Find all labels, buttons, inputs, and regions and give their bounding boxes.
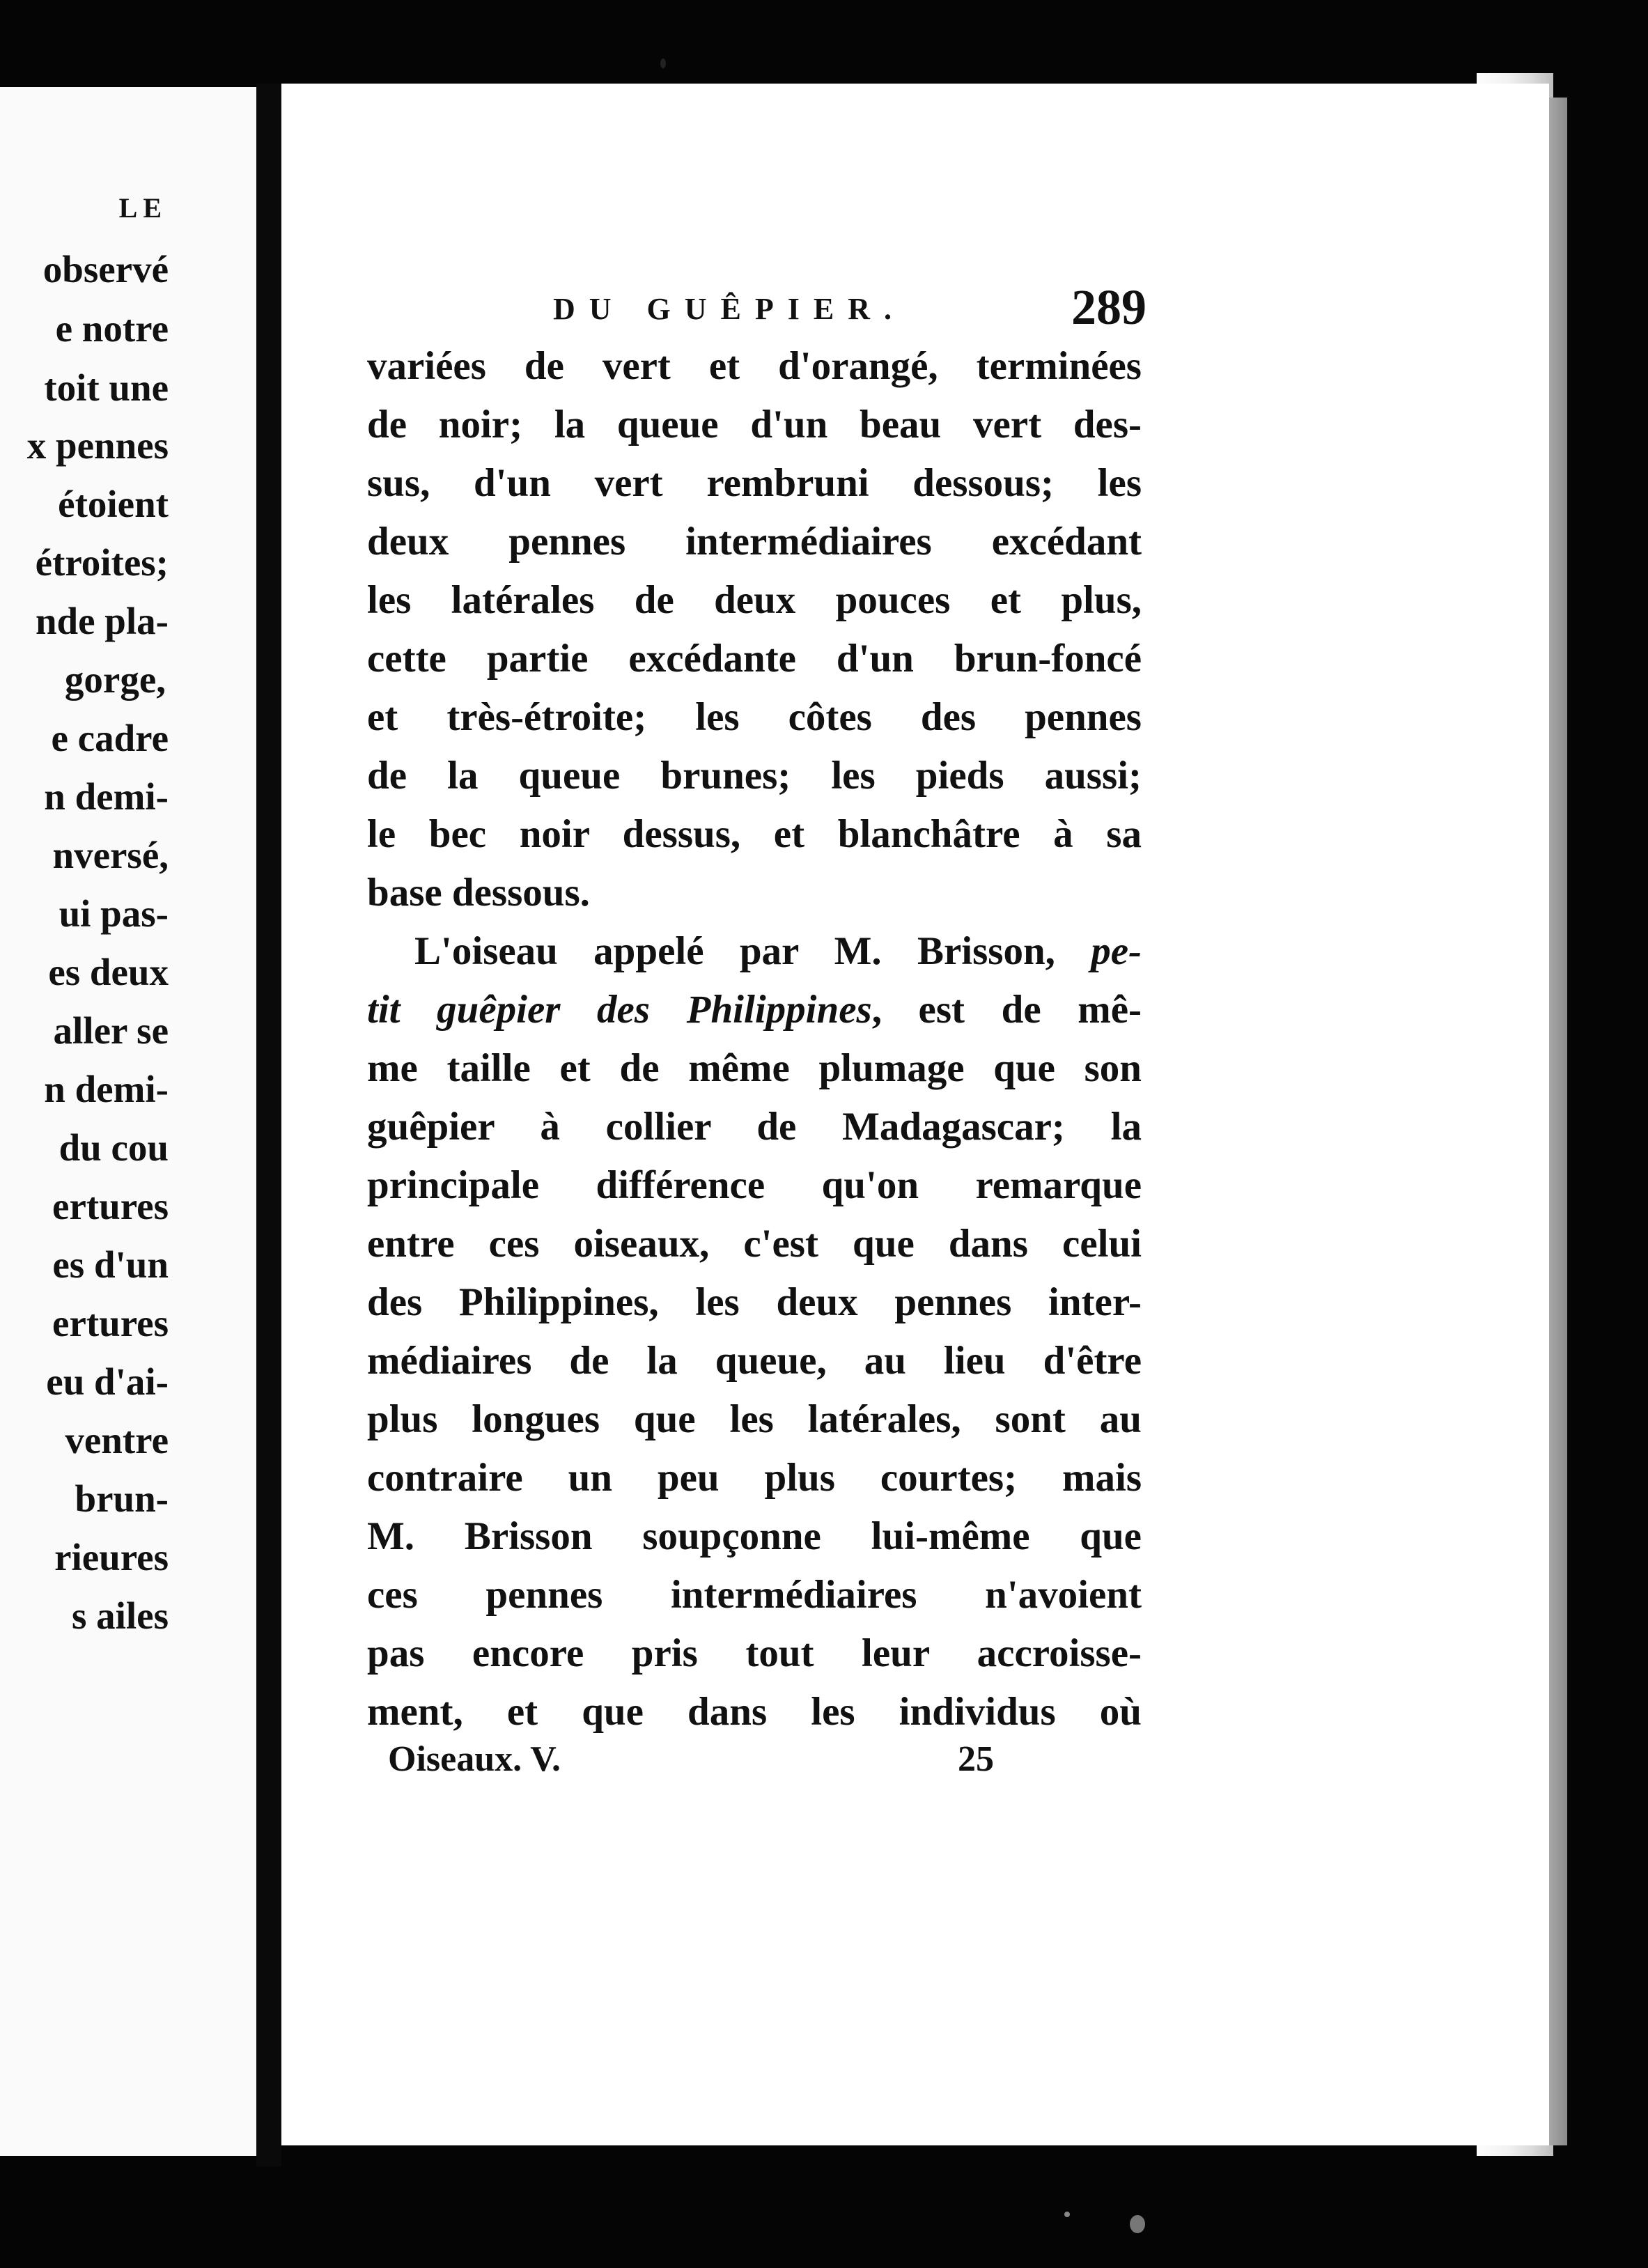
left-page-line: du cou	[59, 1126, 169, 1169]
left-page-line: es deux	[48, 951, 169, 993]
left-page-line: toit une	[44, 366, 169, 409]
text-run: médiaires de la queue, au lieu d'être	[367, 1339, 1142, 1383]
text-run: plus longues que les latérales, sont au	[367, 1397, 1142, 1441]
left-page-line: n demi-	[44, 1068, 169, 1110]
left-page-line: s ailes	[71, 1594, 169, 1637]
body-line	[367, 1215, 1142, 1273]
text-run: deux pennes intermédiaires excédant	[367, 520, 1142, 564]
left-page-line: e notre	[55, 307, 169, 350]
body-line	[367, 630, 1142, 688]
text-run: les latérales de deux pouces et plus,	[367, 578, 1142, 622]
text-run: et très-étroite; les côtes des pennes	[367, 695, 1142, 739]
left-page-line: es d'un	[52, 1243, 169, 1286]
footer-sheet-number: 25	[958, 1739, 994, 1779]
body-line	[367, 922, 1142, 981]
body-line	[367, 1156, 1142, 1215]
body-line	[367, 1273, 1142, 1332]
body-line	[367, 571, 1142, 630]
page-number: 289	[1071, 279, 1146, 335]
left-page-line: n demi-	[44, 775, 169, 818]
body-line	[367, 1449, 1142, 1507]
text-run: base dessous.	[367, 871, 590, 915]
book-gutter	[256, 84, 281, 2166]
page-footer	[367, 1739, 1064, 1794]
body-line	[367, 688, 1142, 747]
left-page-line: brun-	[75, 1477, 169, 1520]
left-page-line: e cadre	[51, 717, 169, 759]
left-page-line: rieures	[54, 1536, 169, 1578]
italic-text: pe-	[1091, 929, 1142, 973]
body-line	[367, 337, 1142, 396]
body-line	[367, 981, 1142, 1039]
left-page-line: ertures	[52, 1302, 169, 1344]
left-page-line: nversé,	[52, 834, 169, 876]
text-run: des Philippines, les deux pennes inter-	[367, 1280, 1142, 1324]
body-line	[367, 1332, 1142, 1390]
body-line	[367, 1039, 1142, 1098]
text-run: ment, et que dans les individus où	[367, 1690, 1142, 1734]
body-text	[367, 337, 1142, 1741]
text-run: entre ces oiseaux, c'est que dans celui	[367, 1222, 1142, 1266]
body-line	[367, 805, 1142, 864]
body-line	[367, 1624, 1142, 1683]
text-run: de noir; la queue d'un beau vert des-	[367, 403, 1142, 446]
body-line	[367, 747, 1142, 805]
left-page-line: x pennes	[26, 424, 169, 467]
text-run: M. Brisson soupçonne lui-même que	[367, 1514, 1142, 1558]
left-page-line: ui pas-	[59, 892, 169, 935]
left-page-line: ventre	[65, 1419, 169, 1461]
body-line	[367, 1566, 1142, 1624]
text-run: contraire un peu plus courtes; mais	[367, 1456, 1142, 1500]
text-run: le bec noir dessus, et blanchâtre à sa	[367, 812, 1142, 856]
left-page-line: observé	[42, 248, 169, 290]
left-page-line: gorge,	[64, 658, 166, 701]
left-page-fragment	[0, 87, 256, 2156]
footer-signature: Oiseaux. V.	[388, 1739, 561, 1779]
left-page-line: nde pla-	[35, 600, 169, 642]
italic-text: tit guêpier des Philippines	[367, 988, 872, 1032]
left-page-line: aller se	[53, 1009, 169, 1052]
text-run: principale différence qu'on remarque	[367, 1163, 1142, 1207]
body-line	[367, 513, 1142, 571]
ink-speck	[1130, 2215, 1145, 2233]
text-run: ces pennes intermédiaires n'avoient	[367, 1573, 1142, 1617]
text-run: pas encore pris tout leur accroisse-	[367, 1631, 1142, 1675]
text-run: me taille et de même plumage que son	[367, 1046, 1142, 1090]
page-header	[553, 279, 1146, 341]
ink-speck	[1064, 2212, 1070, 2217]
body-line	[367, 1507, 1142, 1566]
body-line	[367, 1390, 1142, 1449]
text-run: variées de vert et d'orangé, terminées	[367, 344, 1142, 388]
text-run: de la queue brunes; les pieds aussi;	[367, 754, 1142, 798]
running-head: DU GUÊPIER.	[553, 292, 906, 326]
left-page-line: ertures	[52, 1185, 169, 1227]
left-page-line: étroites;	[35, 541, 169, 584]
text-run: L'oiseau appelé par M. Brisson,	[414, 929, 1091, 973]
body-line	[367, 864, 1142, 922]
text-run: guêpier à collier de Madagascar; la	[367, 1105, 1142, 1149]
text-run: sus, d'un vert rembruni dessous; les	[367, 461, 1142, 505]
body-line	[367, 454, 1142, 513]
ink-speck	[660, 59, 666, 68]
body-line	[367, 396, 1142, 454]
body-line	[367, 1098, 1142, 1156]
left-page-line: étoient	[58, 483, 169, 525]
body-line	[367, 1683, 1142, 1741]
left-page-line: LE	[118, 192, 167, 224]
left-page-line: eu d'ai-	[46, 1360, 169, 1403]
text-run: cette partie excédante d'un brun-foncé	[367, 637, 1142, 681]
text-run: , est de mê-	[871, 988, 1142, 1032]
